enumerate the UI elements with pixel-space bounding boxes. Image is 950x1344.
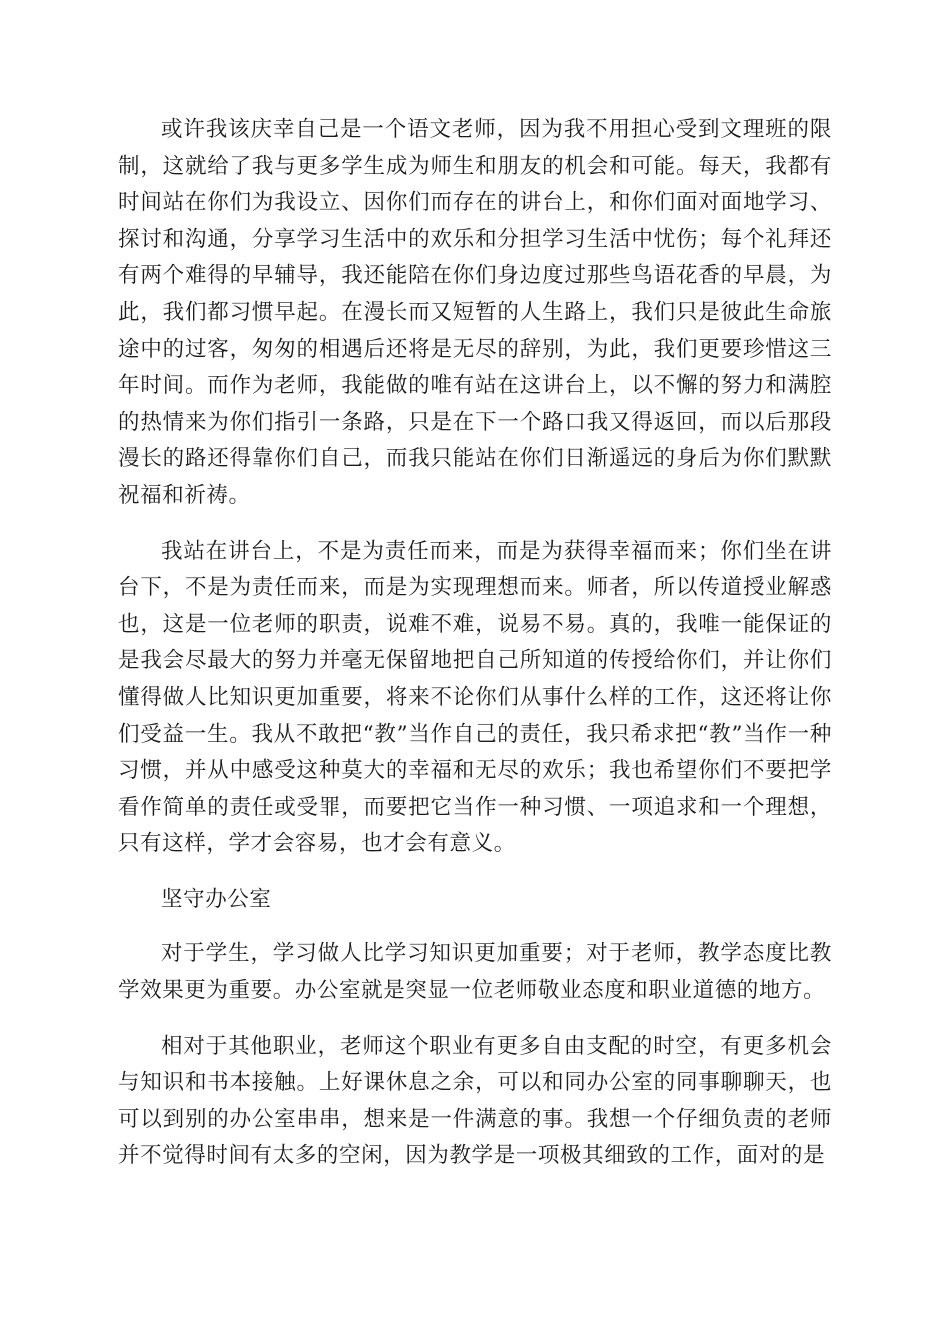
paragraph: 相对于其他职业，老师这个职业有更多自由支配的时空，有更多机会与知识和书本接触。上好课休息之余，可以和同办公室的同事聊聊天，也可以到别的办公室串串，想来是一件满意的事。我想一个仔细负责的老师并不觉得时间有太多的空闲，因为教学是一项极其细致的工作，面对的是: [118, 1033, 832, 1169]
document-page: [118, 112, 832, 1194]
paragraph: 我站在讲台上，不是为责任而来，而是为获得幸福而来；你们坐在讲台下，不是为责任而来，而是为实现理想而来。师者，所以传道授业解惑也，这是一位老师的职责，说难不难，说易不易。真的，我唯一能保证的是我会尽最大的努力并毫无保留地把自己所知道的传授给你们，并让你们懂得做人比知识更加重要，将来不论你们从事什么样的工作，这还将让你们受益一生。我从不敢把“教”当作自己的责任，我只希求把“教”当作一种习惯，并从中感受这种莫大的幸福和无尽的欢乐；我也希望你们不要把学看作简单的责任或受罪，而要把它当作一种习惯、一项追求和一个理想，只有这样，学才会容易，也才会有意义。: [118, 538, 832, 857]
paragraph: 对于学生，学习做人比学习知识更加重要；对于老师，教学态度比教学效果更为重要。办公室就是突显一位老师敬业态度和职业道德的地方。: [118, 941, 832, 1004]
section-heading: 坚守办公室: [161, 886, 272, 912]
paragraph: 或许我该庆幸自己是一个语文老师，因为我不用担心受到文理班的限制，这就给了我与更多学生成为师生和朋友的机会和可能。每天，我都有时间站在你们为我设立、因你们而存在的讲台上，和你们面对面地学习、探讨和沟通，分享学习生活中的欢乐和分担学习生活中忧伤；每个礼拜还有两个难得的早辅导，我还能陪在你们身边度过那些鸟语花香的早晨，为此，我们都习惯早起。在漫长而又短暂的人生路上，我们只是彼此生命旅途中的过客，匆匆的相遇后还将是无尽的辞别，为此，我们更要珍惜这三年时间。而作为老师，我能做的唯有站在这讲台上，以不懈的努力和满腔的热情来为你们指引一条路，只是在下一个路口我又得返回，而以后那段漫长的路还得靠你们自己，而我只能站在你们日渐遥远的身后为你们默默祝福和祈祷。: [118, 117, 832, 508]
